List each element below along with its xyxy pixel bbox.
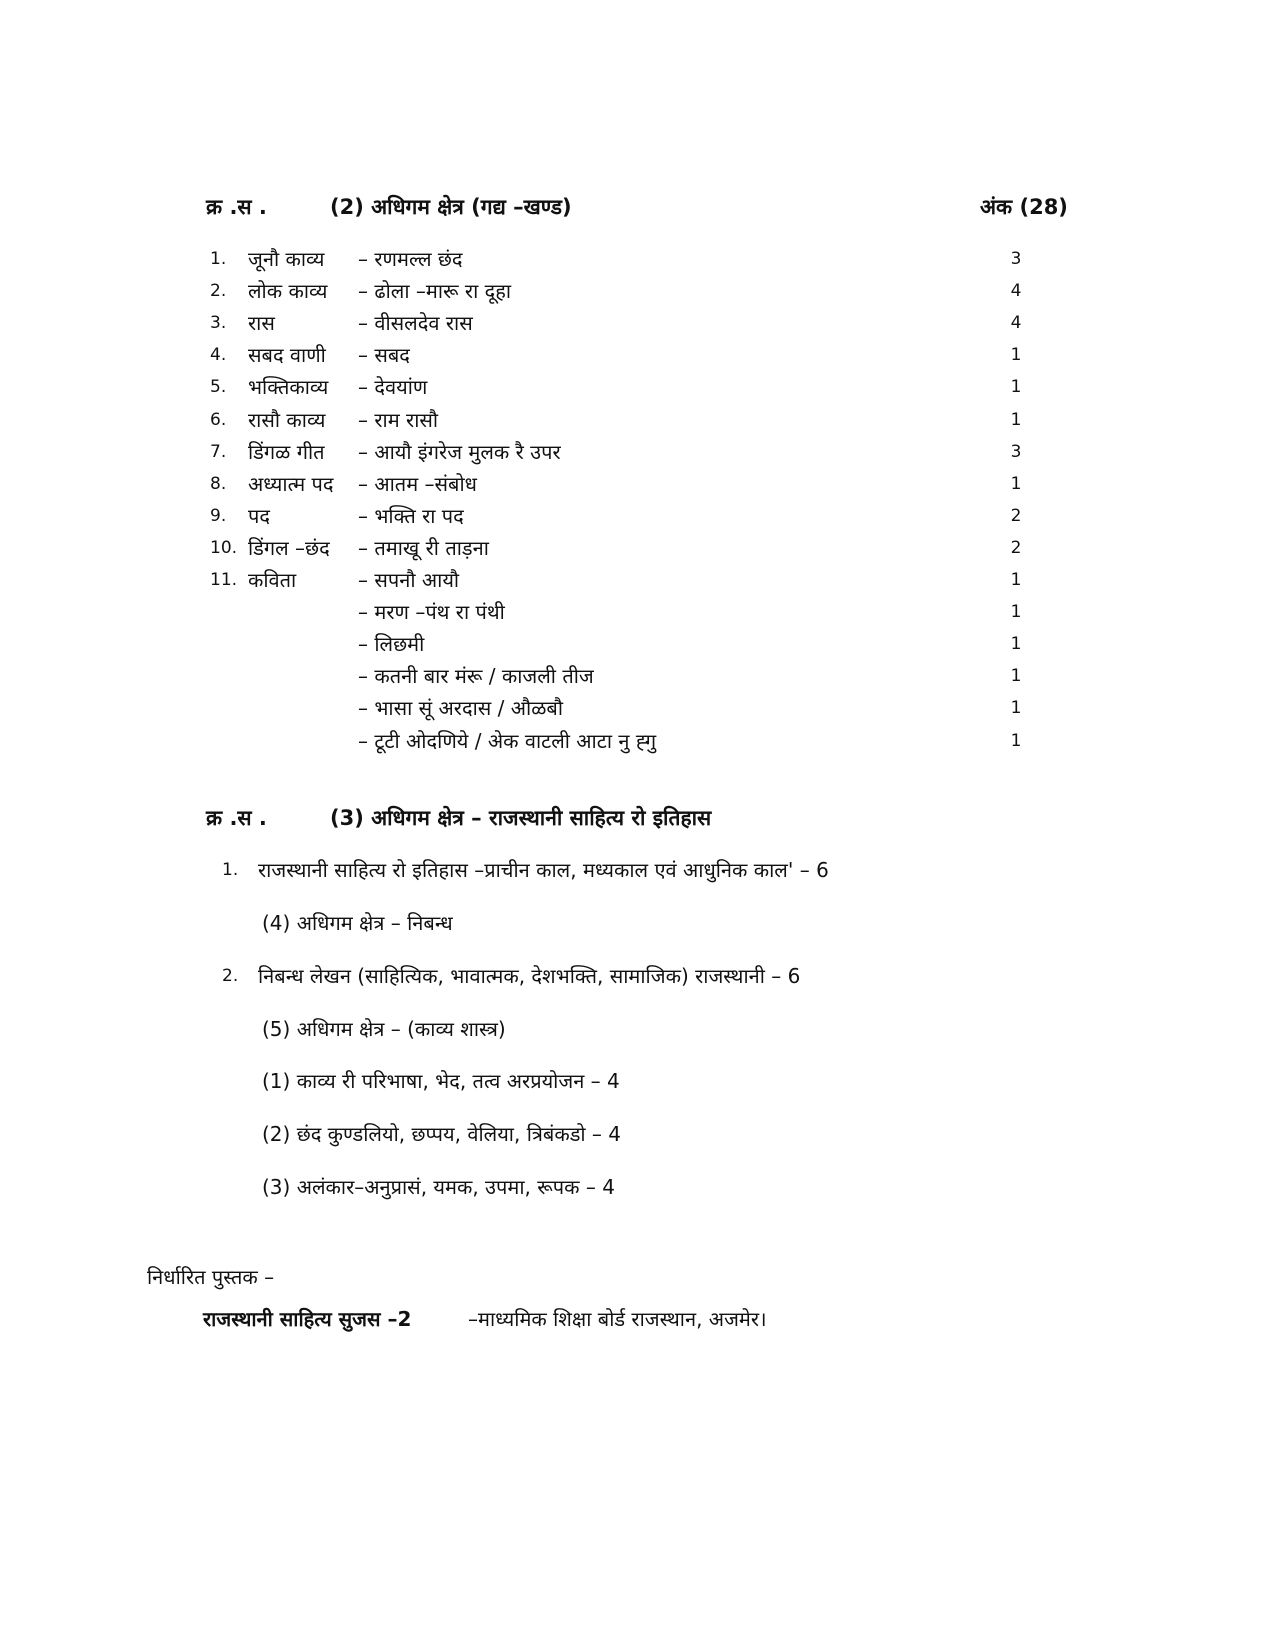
poetics-item-3: (3) अलंकार–अनुप्रासं, यमक, उपमा, रूपक – 4 bbox=[262, 1175, 615, 1199]
item-marks: 3 bbox=[1010, 249, 1022, 269]
item-genre: रासौ काव्य bbox=[248, 407, 326, 432]
item-number: 3. bbox=[210, 313, 227, 334]
item-work: – कतनी बार मंरू / काजली तीज bbox=[358, 664, 594, 689]
section2-item-row bbox=[0, 244, 1275, 274]
item-marks: 4 bbox=[1010, 281, 1022, 302]
item-number: 9. bbox=[210, 505, 227, 526]
section2-item-row bbox=[0, 276, 1275, 306]
item-work: – लिछमी bbox=[358, 632, 425, 657]
section2-item-row bbox=[0, 372, 1275, 402]
section2-item-row bbox=[0, 597, 1275, 627]
item-marks: 4 bbox=[1010, 313, 1022, 334]
item-number: 11. bbox=[210, 570, 238, 590]
item-genre: डिंगल –छंद bbox=[248, 535, 330, 560]
section2-item-row bbox=[0, 437, 1275, 467]
item-genre: डिंगळ गीत bbox=[248, 439, 325, 464]
item-marks: 1 bbox=[1010, 409, 1022, 430]
section2-item-row bbox=[0, 533, 1275, 563]
item-number: 8. bbox=[210, 473, 227, 494]
item-number: 1. bbox=[210, 249, 227, 269]
section2-marks-total: अंक (28) bbox=[980, 195, 1068, 219]
item-work: – मरण –पंथ रा पंथी bbox=[358, 600, 505, 625]
item-genre: जूनौ काव्य bbox=[248, 247, 325, 271]
item-marks: 2 bbox=[1010, 505, 1022, 526]
item-marks: 1 bbox=[1010, 634, 1022, 655]
section2-item-row bbox=[0, 469, 1275, 499]
item-marks: 1 bbox=[1010, 473, 1022, 494]
item-genre: रास bbox=[248, 311, 275, 336]
item-marks: 1 bbox=[1010, 730, 1022, 751]
section2-item-row bbox=[0, 308, 1275, 338]
item-marks: 3 bbox=[1010, 441, 1022, 462]
section2-item-row bbox=[0, 726, 1275, 756]
section2-kra-label: क्र .स . bbox=[206, 195, 267, 219]
section2-item-row bbox=[0, 340, 1275, 370]
item-work: – टूटी ओदणिये / अेक वाटली आटा नु ह्गु bbox=[358, 728, 657, 753]
item-work: – सबद bbox=[358, 343, 410, 368]
section4-heading: (4) अधिगम क्षेत्र – निबन्ध bbox=[262, 911, 453, 935]
item-marks: 1 bbox=[1010, 698, 1022, 719]
item-work: – राम रासौ bbox=[358, 407, 439, 432]
item-work: – तमाखू री ताड़ना bbox=[358, 535, 489, 560]
section2-item-row bbox=[0, 501, 1275, 531]
item-marks: 1 bbox=[1010, 602, 1022, 623]
section3-item1-text: राजस्थानी साहित्य रो इतिहास –प्राचीन काल, मध्यकाल एवं आधुनिक काल' – 6 bbox=[258, 858, 829, 882]
item-genre: अध्यात्म पद bbox=[248, 471, 334, 496]
section2-item-row bbox=[0, 661, 1275, 691]
item-marks: 2 bbox=[1010, 537, 1022, 558]
item-marks: 1 bbox=[1010, 377, 1022, 398]
item-work: – सपनौ आयौ bbox=[358, 568, 460, 592]
item-work: – ढोला –मारू रा दूहा bbox=[358, 279, 512, 304]
prescribed-books-heading: निर्धारित पुस्तक – bbox=[147, 1265, 275, 1289]
section3-item2-number: 2. bbox=[222, 966, 239, 986]
item-work: – देवयांण bbox=[358, 375, 428, 400]
item-work: – रणमल्ल छंद bbox=[358, 247, 463, 271]
item-genre: सबद वाणी bbox=[248, 343, 326, 368]
item-marks: 1 bbox=[1010, 570, 1022, 590]
item-work: – वीसलदेव रास bbox=[358, 311, 473, 336]
item-marks: 1 bbox=[1010, 666, 1022, 687]
book-title: राजस्थानी साहित्य सुजस –2 bbox=[203, 1307, 412, 1331]
item-marks: 1 bbox=[1010, 345, 1022, 366]
item-number: 6. bbox=[210, 409, 227, 430]
item-work: – भासा सूं अरदास / औळबौ bbox=[358, 696, 564, 721]
section3-title: (3) अधिगम क्षेत्र – राजस्थानी साहित्य रो इतिहास bbox=[330, 806, 712, 830]
section5-heading: (5) अधिगम क्षेत्र – (काव्य शास्त्र) bbox=[262, 1017, 506, 1041]
item-number: 4. bbox=[210, 345, 227, 366]
book-publisher: –माध्यमिक शिक्षा बोर्ड राजस्थान, अजमेर। bbox=[468, 1307, 767, 1331]
item-work: – आतम –संबोध bbox=[358, 471, 477, 496]
section3-kra-label: क्र .स . bbox=[206, 806, 267, 830]
item-number: 7. bbox=[210, 441, 227, 462]
section2-item-row bbox=[0, 565, 1275, 595]
item-work: – आयौ इंगरेज मुलक रै उपर bbox=[358, 439, 561, 464]
item-work: – भक्ति रा पद bbox=[358, 503, 464, 528]
section2-item-row bbox=[0, 405, 1275, 435]
item-genre: पद bbox=[248, 503, 270, 528]
section3-item1-number: 1. bbox=[222, 860, 239, 880]
item-number: 2. bbox=[210, 281, 227, 302]
item-number: 10. bbox=[210, 537, 238, 558]
poetics-item-2: (2) छंद कुण्डलियो, छप्पय, वेलिया, त्रिबंकडो – 4 bbox=[262, 1122, 622, 1146]
item-genre: लोक काव्य bbox=[248, 279, 328, 304]
section2-item-row bbox=[0, 629, 1275, 659]
poetics-item-1: (1) काव्य री परिभाषा, भेद, तत्व अरप्रयोजन – 4 bbox=[262, 1069, 620, 1093]
item-number: 5. bbox=[210, 377, 227, 398]
section2-item-row bbox=[0, 693, 1275, 723]
section2-title: (2) अधिगम क्षेत्र (गद्य –खण्ड) bbox=[330, 195, 572, 219]
item-genre: भक्तिकाव्य bbox=[248, 375, 329, 400]
item-genre: कविता bbox=[248, 568, 297, 592]
section3-item2-text: निबन्ध लेखन (साहित्यिक, भावात्मक, देशभक्ति, सामाजिक) राजस्थानी – 6 bbox=[258, 964, 801, 988]
